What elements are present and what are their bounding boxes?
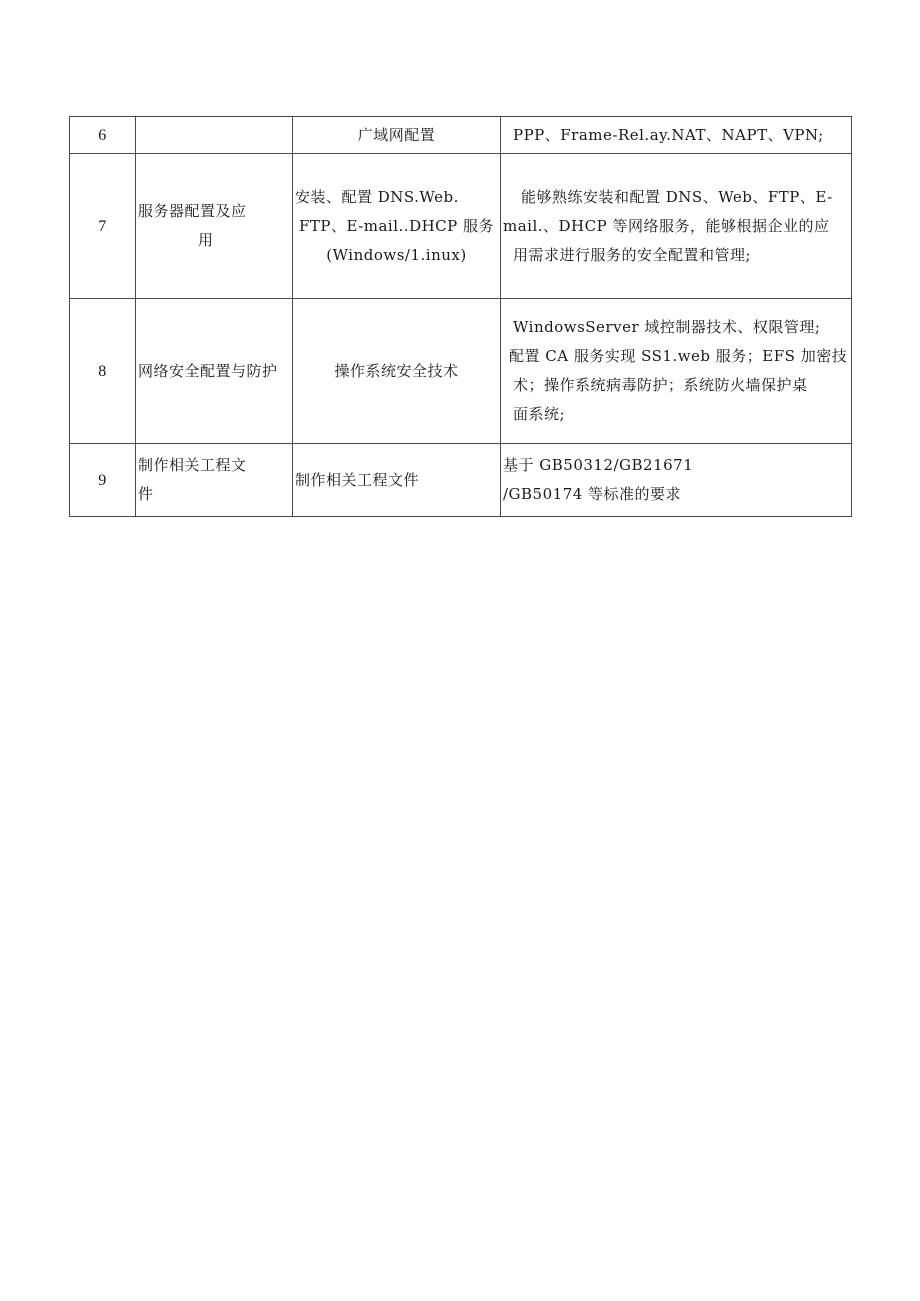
curriculum-table: [69, 116, 852, 517]
category-line: 制作相关工程文: [138, 456, 247, 474]
topic-line: 制作相关工程文件: [295, 470, 420, 489]
description-line: 用需求进行服务的安全配置和管理;: [513, 245, 752, 264]
description-line: 能够熟练安装和配置 DNS、Web、FTP、E-: [521, 187, 833, 206]
category-line: 用: [198, 231, 214, 249]
description-line: PPP、Frame-Rel.ay.NAT、NAPT、VPN;: [513, 125, 824, 144]
category-cell: [136, 299, 293, 444]
category-cell: [136, 117, 293, 154]
topic-line: 操作系统安全技术: [334, 361, 459, 380]
row-number: 8: [70, 299, 136, 444]
topic-cell: [293, 299, 501, 444]
description-cell: [501, 299, 852, 444]
topic-cell: [293, 154, 501, 299]
topic-line: (Windows/1.inux): [326, 245, 467, 264]
description-line: mail.、DHCP 等网络服务，能够根据企业的应: [503, 216, 830, 235]
table-row: [70, 154, 852, 299]
topic-line: 广域网配置: [357, 125, 436, 144]
description-line: 面系统;: [513, 405, 566, 423]
row-number: 7: [70, 154, 136, 299]
category-cell: [136, 444, 293, 517]
table-row: [70, 299, 852, 444]
topic-line: 安装、配置 DNS.Web.: [295, 187, 459, 206]
topic-cell: [293, 444, 501, 517]
description-cell: [501, 154, 852, 299]
category-line: 件: [138, 485, 154, 503]
description-line: 术；操作系统病毒防护；系统防火墙保护桌: [513, 376, 808, 394]
topic-line: FTP、E-mail..DHCP 服务: [298, 216, 495, 235]
row-number: 9: [70, 444, 136, 517]
description-line: 基于 GB50312/GB21671: [503, 456, 694, 474]
category-cell: [136, 154, 293, 299]
topic-cell: [293, 117, 501, 154]
description-cell: [501, 444, 852, 517]
category-line: 网络安全配置与防护: [138, 361, 278, 380]
description-line: /GB50174 等标准的要求: [503, 485, 682, 503]
row-number: 6: [70, 117, 136, 154]
category-line: 服务器配置及应: [138, 202, 247, 220]
description-line: 配置 CA 服务实现 SS1.web 服务；EFS 加密技: [509, 347, 848, 365]
table-row: [70, 444, 852, 517]
description-line: WindowsServer 域控制器技术、权限管理;: [513, 318, 821, 336]
table-row: [70, 117, 852, 154]
description-cell: [501, 117, 852, 154]
